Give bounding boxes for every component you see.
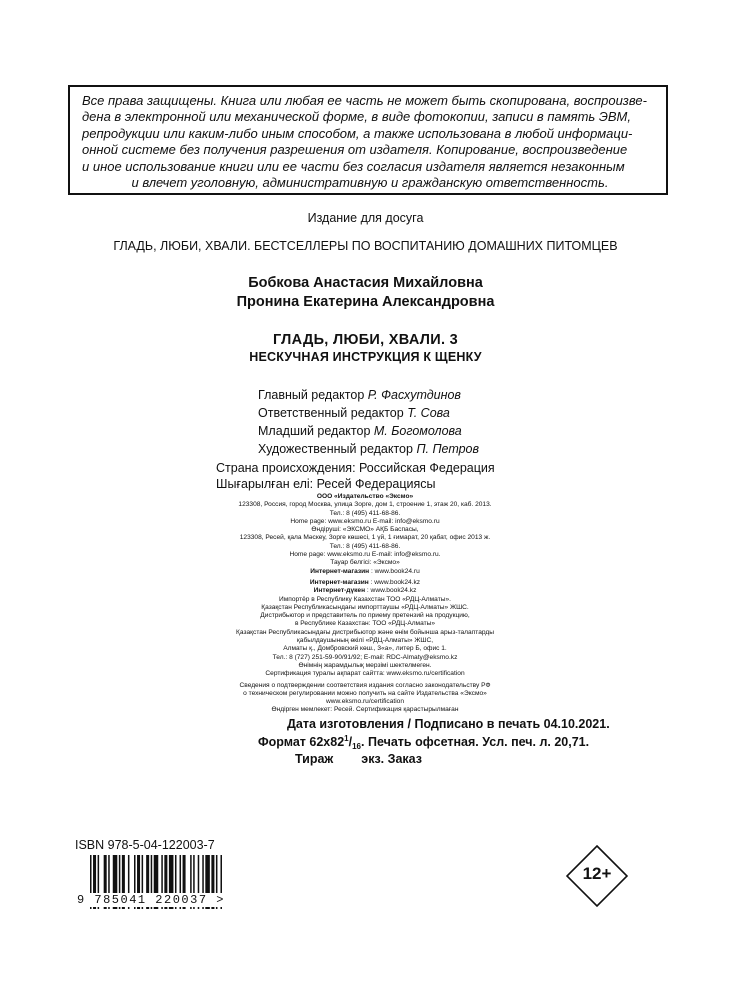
editor-name: П. Петров: [416, 442, 480, 456]
cert-line: Өндірген мемлекет: Ресей. Сертификация қарастырылмаған: [271, 706, 459, 714]
copyright-line: и иное использование книги или ее части без согласия издателя является незаконным: [82, 158, 625, 174]
online-shop-kz2: Интернет-дүкен : www.book24.kz: [313, 587, 417, 595]
author-name: Бобкова Анастасия Михайловна: [248, 275, 483, 291]
online-shop-kz: Интернет-магазин : www.book24.kz: [309, 578, 421, 586]
origin-kz: Шығарылған елі: Ресей Федерациясы: [216, 477, 436, 491]
publisher-line: Өндіруші: «ЭКСМО» АҚБ Баспасы,: [311, 526, 419, 534]
importer-line: в Республике Казахстан: ТОО «РДЦ-Алматы»: [294, 620, 436, 628]
author-name: Пронина Екатерина Александровна: [236, 294, 495, 310]
editor-role: Главный редактор: [258, 388, 365, 402]
copyright-line: Все права защищены. Книга или любая ее часть не может быть скопирована, воспроизве-: [82, 93, 647, 108]
editors-list: [258, 386, 479, 458]
publisher-info: [150, 493, 580, 715]
importer-line: Қазақстан Республикасындағы дистрибьютор және өнім бойынша арыз-талаптарды: [236, 628, 494, 636]
editor-role: Младший редактор: [258, 424, 371, 438]
publisher-line: Тел.: 8 (495) 411-68-86.: [329, 542, 401, 550]
series-title: ГЛАДЬ, ЛЮБИ, ХВАЛИ. БЕСТСЕЛЛЕРЫ ПО ВОСПИТАНИЮ ДОМАШНИХ ПИТОМЦЕВ: [113, 239, 618, 253]
editor-role: Художественный редактор: [258, 442, 413, 456]
publisher-line: Тауар белгісі: «Эксмо»: [330, 559, 400, 567]
copyright-notice: [68, 85, 668, 195]
copyright-line: и влечет уголовную, административную и гражданскую ответственность.: [131, 175, 609, 191]
importer-line: Дистрибьютор и представитель по приему претензий на продукцию,: [260, 612, 470, 620]
importer-line: Алматы қ., Домбровский көш., 3«а», литер Б, офис 1.: [283, 645, 447, 653]
editor-name: Р. Фасхутдинов: [367, 388, 461, 402]
editor-entry: [258, 404, 479, 422]
importer-line: Өнімнің жарамдылық мерзімі шектелмеген.: [298, 661, 432, 669]
isbn: ISBN 978-5-04-122003-7: [75, 838, 215, 852]
origin-ru: Страна происхождения: Российская Федерация: [216, 461, 495, 475]
publisher-line: Тел.: 8 (495) 411-68-86.: [329, 509, 401, 517]
country-of-origin: [216, 460, 495, 492]
edition-type: Издание для досуга: [307, 211, 424, 225]
copyright-line: дена в электронной или механической форме, в виде фотокопии, записи в память ЭВМ,: [82, 109, 631, 125]
book-title: ГЛАДЬ, ЛЮБИ, ХВАЛИ. 3: [273, 332, 458, 348]
editor-role: Ответственный редактор: [258, 406, 404, 420]
importer-line: Сертификация туралы ақпарат сайтта: www.eksmo.ru/certification: [265, 670, 465, 678]
importer-line: Тел.: 8 (727) 251-59-90/91/92; E-mail: RDC-Almaty@eksmo.kz: [272, 653, 458, 661]
copyright-line: репродукции или каким-либо иным способом, а также использована в любой информаци-: [82, 125, 633, 141]
editor-entry: [258, 440, 479, 458]
editor-name: М. Богомолова: [373, 424, 462, 438]
publisher-line: Home page: www.eksmo.ru E-mail: info@eksmo.ru: [290, 517, 440, 525]
importer-line: қабылдаушының өкілі «РДЦ-Алматы» ЖШС,: [296, 637, 434, 645]
cert-line: www.eksmo.ru/certification: [325, 698, 405, 706]
publisher-line: 123308, Россия, город Москва, улица Зорге, дом 1, строение 1, этаж 20, каб. 2013.: [238, 501, 492, 509]
publisher-line: 123308, Ресей, қала Мәскеу, Зорге көшесі, 1 үй, 1 ғимарат, 20 қабат, офис 2013 ж.: [239, 534, 491, 542]
importer-line: Импортёр в Республику Казахстан ТОО «РДЦ-Алматы».: [279, 595, 451, 603]
age-rating: 12+: [582, 864, 612, 883]
cert-line: о техническом регулировании можно получить на сайте Издательства «Эксмо»: [243, 689, 487, 697]
publisher-name: ООО «Издательство «Эксмо»: [316, 493, 414, 500]
importer-line: Қазақстан Республикасындағы импорттаушы «РДЦ-Алматы» ЖШС.: [261, 603, 469, 611]
print-run: Тираж экз. Заказ: [295, 752, 422, 766]
copyright-line: онной системе без получения разрешения от издателя. Копирование, воспроизведение: [82, 142, 628, 158]
online-shop-ru: Интернет-магазин : www.book24.ru: [310, 567, 420, 575]
book-subtitle: НЕСКУЧНАЯ ИНСТРУКЦИЯ К ЩЕНКУ: [249, 350, 482, 364]
editor-name: Т. Сова: [407, 406, 450, 420]
cert-line: Сведения о подтверждении соответствия издания согласно законодательству РФ: [239, 681, 491, 689]
print-date: Дата изготовления / Подписано в печать 04.10.2021.: [287, 717, 610, 731]
barcode-digits: 9 785041 220037 >: [77, 893, 225, 907]
editor-entry: [258, 422, 479, 440]
publisher-line: Home page: www.eksmo.ru E-mail: info@eksmo.ru.: [289, 551, 441, 559]
editor-entry: [258, 386, 479, 404]
print-format: Формат $62x82^1/_{16}$. Печать офсетная. Усл. печ. л. 20,71.: [258, 734, 590, 751]
